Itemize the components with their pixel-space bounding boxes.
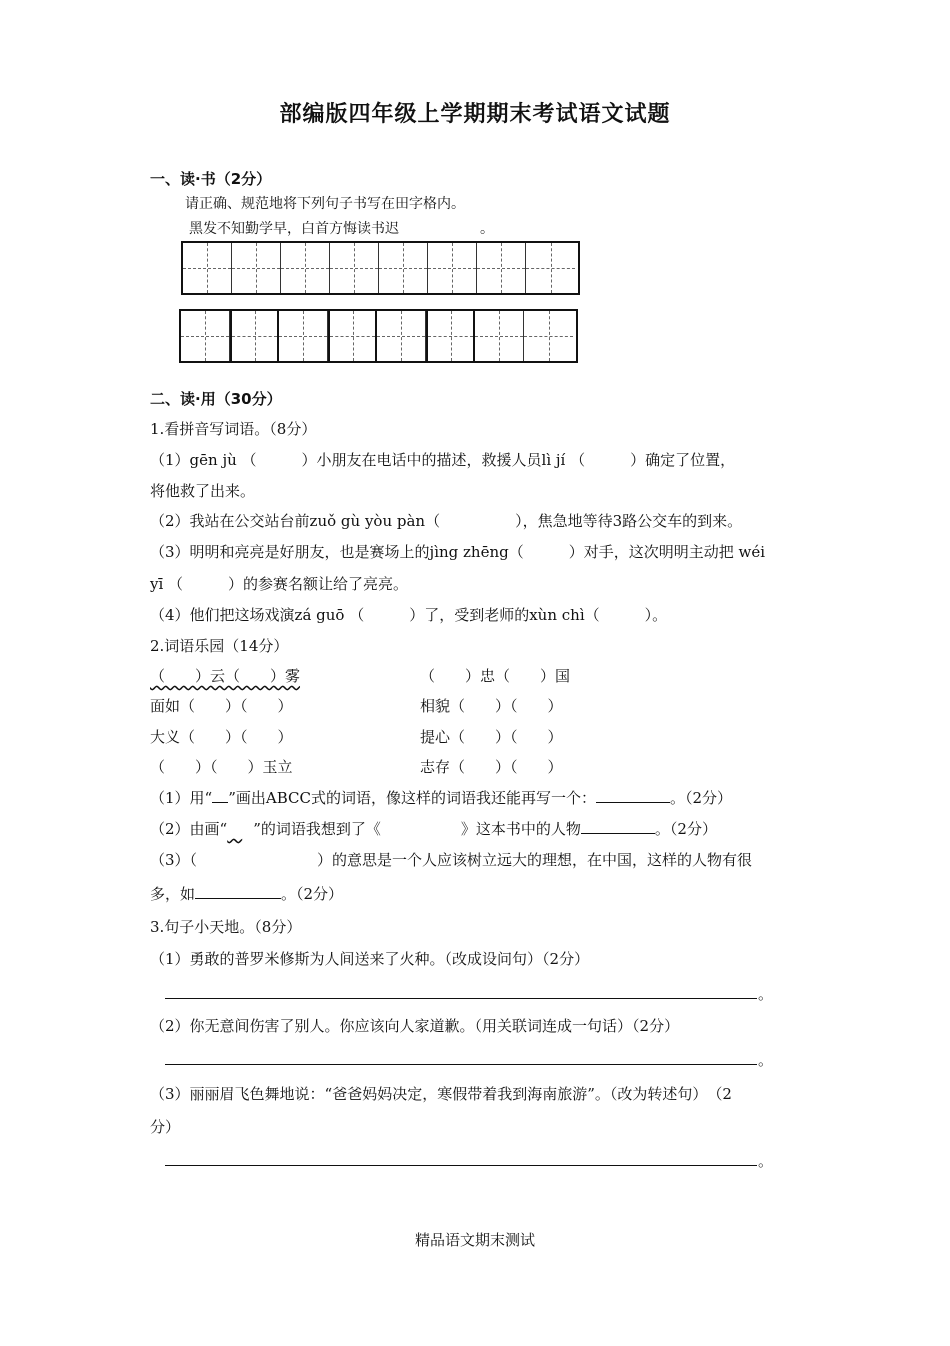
- wavy-underline-sample: [227, 820, 253, 838]
- q1-line2: （2）我站在公交站台前zuǒ gù yòu pàn（ ），焦急地等待3路公交车的到来。: [150, 512, 743, 530]
- q2-title: 2.词语乐园（14分）: [150, 637, 289, 655]
- q2-sub3: （3）（ ）的意思是一个人应该树立远大的理想，在中国，这样的人物有很: [150, 851, 753, 869]
- section1-sentence-end: 。: [480, 221, 494, 237]
- grid-cell[interactable]: [328, 311, 377, 361]
- grid-cell[interactable]: [330, 243, 379, 293]
- q2-sub2-text-a: （2）由画“: [150, 820, 228, 838]
- q2-sub3-text-b: 多，如: [150, 885, 196, 903]
- q2-sub2-text-d: 。（2分）: [654, 820, 717, 838]
- q2-sub2: [150, 818, 717, 839]
- q1-line1: （1）gēn jù （ ）小朋友在电话中的描述，救援人员lì jí （ ）确定了位置，: [150, 451, 736, 469]
- grid-cell[interactable]: [477, 243, 526, 293]
- section1-heading: 一、读·书（2分）: [150, 170, 272, 188]
- grid-cell[interactable]: [279, 311, 328, 361]
- grid-cell[interactable]: [281, 243, 330, 293]
- q1-title: 1.看拼音写词语。（8分）: [150, 420, 317, 438]
- q2-word-3a: 大义（ ）（ ）: [150, 728, 293, 746]
- q2-sub3b: [150, 883, 343, 904]
- grid-cell[interactable]: [526, 243, 575, 293]
- q2-sub2-text-b: ”的词语我想到了《: [253, 820, 381, 838]
- section1-sentence: 黑发不知勤学早，白首方悔读书迟: [189, 221, 399, 237]
- grid-cell[interactable]: [181, 311, 230, 361]
- answer-line-1-end: 。: [758, 985, 774, 1003]
- q2-sub3-text-c: 。（2分）: [281, 885, 344, 903]
- q1-line3: （3）明明和亮亮是好朋友，也是赛场上的jìng zhēng（ ）对手，这次明明主动把 wéi: [150, 543, 766, 561]
- q3-line3b: 分）: [150, 1118, 181, 1136]
- answer-line-2-end: 。: [758, 1051, 774, 1069]
- q2-word-1a: （ ）云（ ）雾: [150, 667, 301, 685]
- q2-word-3b: 提心（ ）（ ）: [420, 728, 563, 746]
- q2-word-4b: 志存（ ）（ ）: [420, 758, 563, 776]
- q2-word-1b: （ ）忠（ ）国: [420, 667, 571, 685]
- grid-cell[interactable]: [475, 311, 524, 361]
- q3-line1: （1）勇敢的普罗米修斯为人间送来了火种。（改成设问句）（2分）: [150, 950, 590, 968]
- q2-sub1: [150, 787, 732, 808]
- grid-cell[interactable]: [377, 311, 426, 361]
- grid-cell[interactable]: [183, 243, 232, 293]
- q2-sub1-text-c: 。（2分）: [669, 789, 733, 807]
- page-footer: 精品语文期末测试: [414, 1231, 535, 1249]
- q2-word-2a: 面如（ ）（ ）: [150, 697, 293, 715]
- q3-title: 3.句子小天地。（8分）: [150, 918, 302, 936]
- q2-sub1-text-b: ”画出ABCC式的词语，像这样的词语我还能再写一个：: [228, 789, 596, 807]
- underline-sample: [212, 802, 228, 803]
- grid-cell[interactable]: [232, 243, 281, 293]
- q3-line3: （3）丽丽眉飞色舞地说：“爸爸妈妈决定，寒假带着我到海南旅游”。（改为转述句） （2: [150, 1085, 732, 1103]
- q2-sub1-text-a: （1）用“: [150, 789, 213, 807]
- writing-grid-2[interactable]: [179, 309, 578, 363]
- q1-line1b: 将他救了出来。: [150, 482, 256, 500]
- answer-blank[interactable]: [581, 833, 655, 834]
- answer-blank[interactable]: [195, 898, 281, 899]
- answer-line-3[interactable]: [165, 1165, 757, 1166]
- section2-heading: 二、读·用（30分）: [150, 390, 282, 408]
- grid-cell[interactable]: [426, 311, 475, 361]
- q1-line3b: yī （ ）的参赛名额让给了亮亮。: [150, 575, 409, 593]
- grid-cell[interactable]: [524, 311, 573, 361]
- grid-cell[interactable]: [379, 243, 428, 293]
- page-title: 部编版四年级上学期期末考试语文试题: [279, 102, 671, 127]
- q1-line4: （4）他们把这场戏演zá guō （ ）了，受到老师的xùn chì（ ）。: [150, 606, 668, 624]
- answer-line-2[interactable]: [165, 1064, 757, 1065]
- q2-word-2b: 相貌（ ）（ ）: [420, 697, 563, 715]
- grid-cell[interactable]: [230, 311, 279, 361]
- answer-line-1[interactable]: [165, 998, 757, 999]
- section1-instruction: 请正确、规范地将下列句子书写在田字格内。: [185, 196, 465, 212]
- q2-sub2-text-c: 》这本书中的人物: [460, 820, 581, 838]
- q3-line2: （2）你无意间伤害了别人。你应该向人家道歉。（用关联词连成一句话）（2分）: [150, 1017, 680, 1035]
- answer-line-3-end: 。: [758, 1152, 774, 1170]
- answer-blank[interactable]: [596, 802, 670, 803]
- q2-word-4a: （ ）（ ）玉立: [150, 758, 293, 776]
- grid-cell[interactable]: [428, 243, 477, 293]
- writing-grid-1[interactable]: [181, 241, 580, 295]
